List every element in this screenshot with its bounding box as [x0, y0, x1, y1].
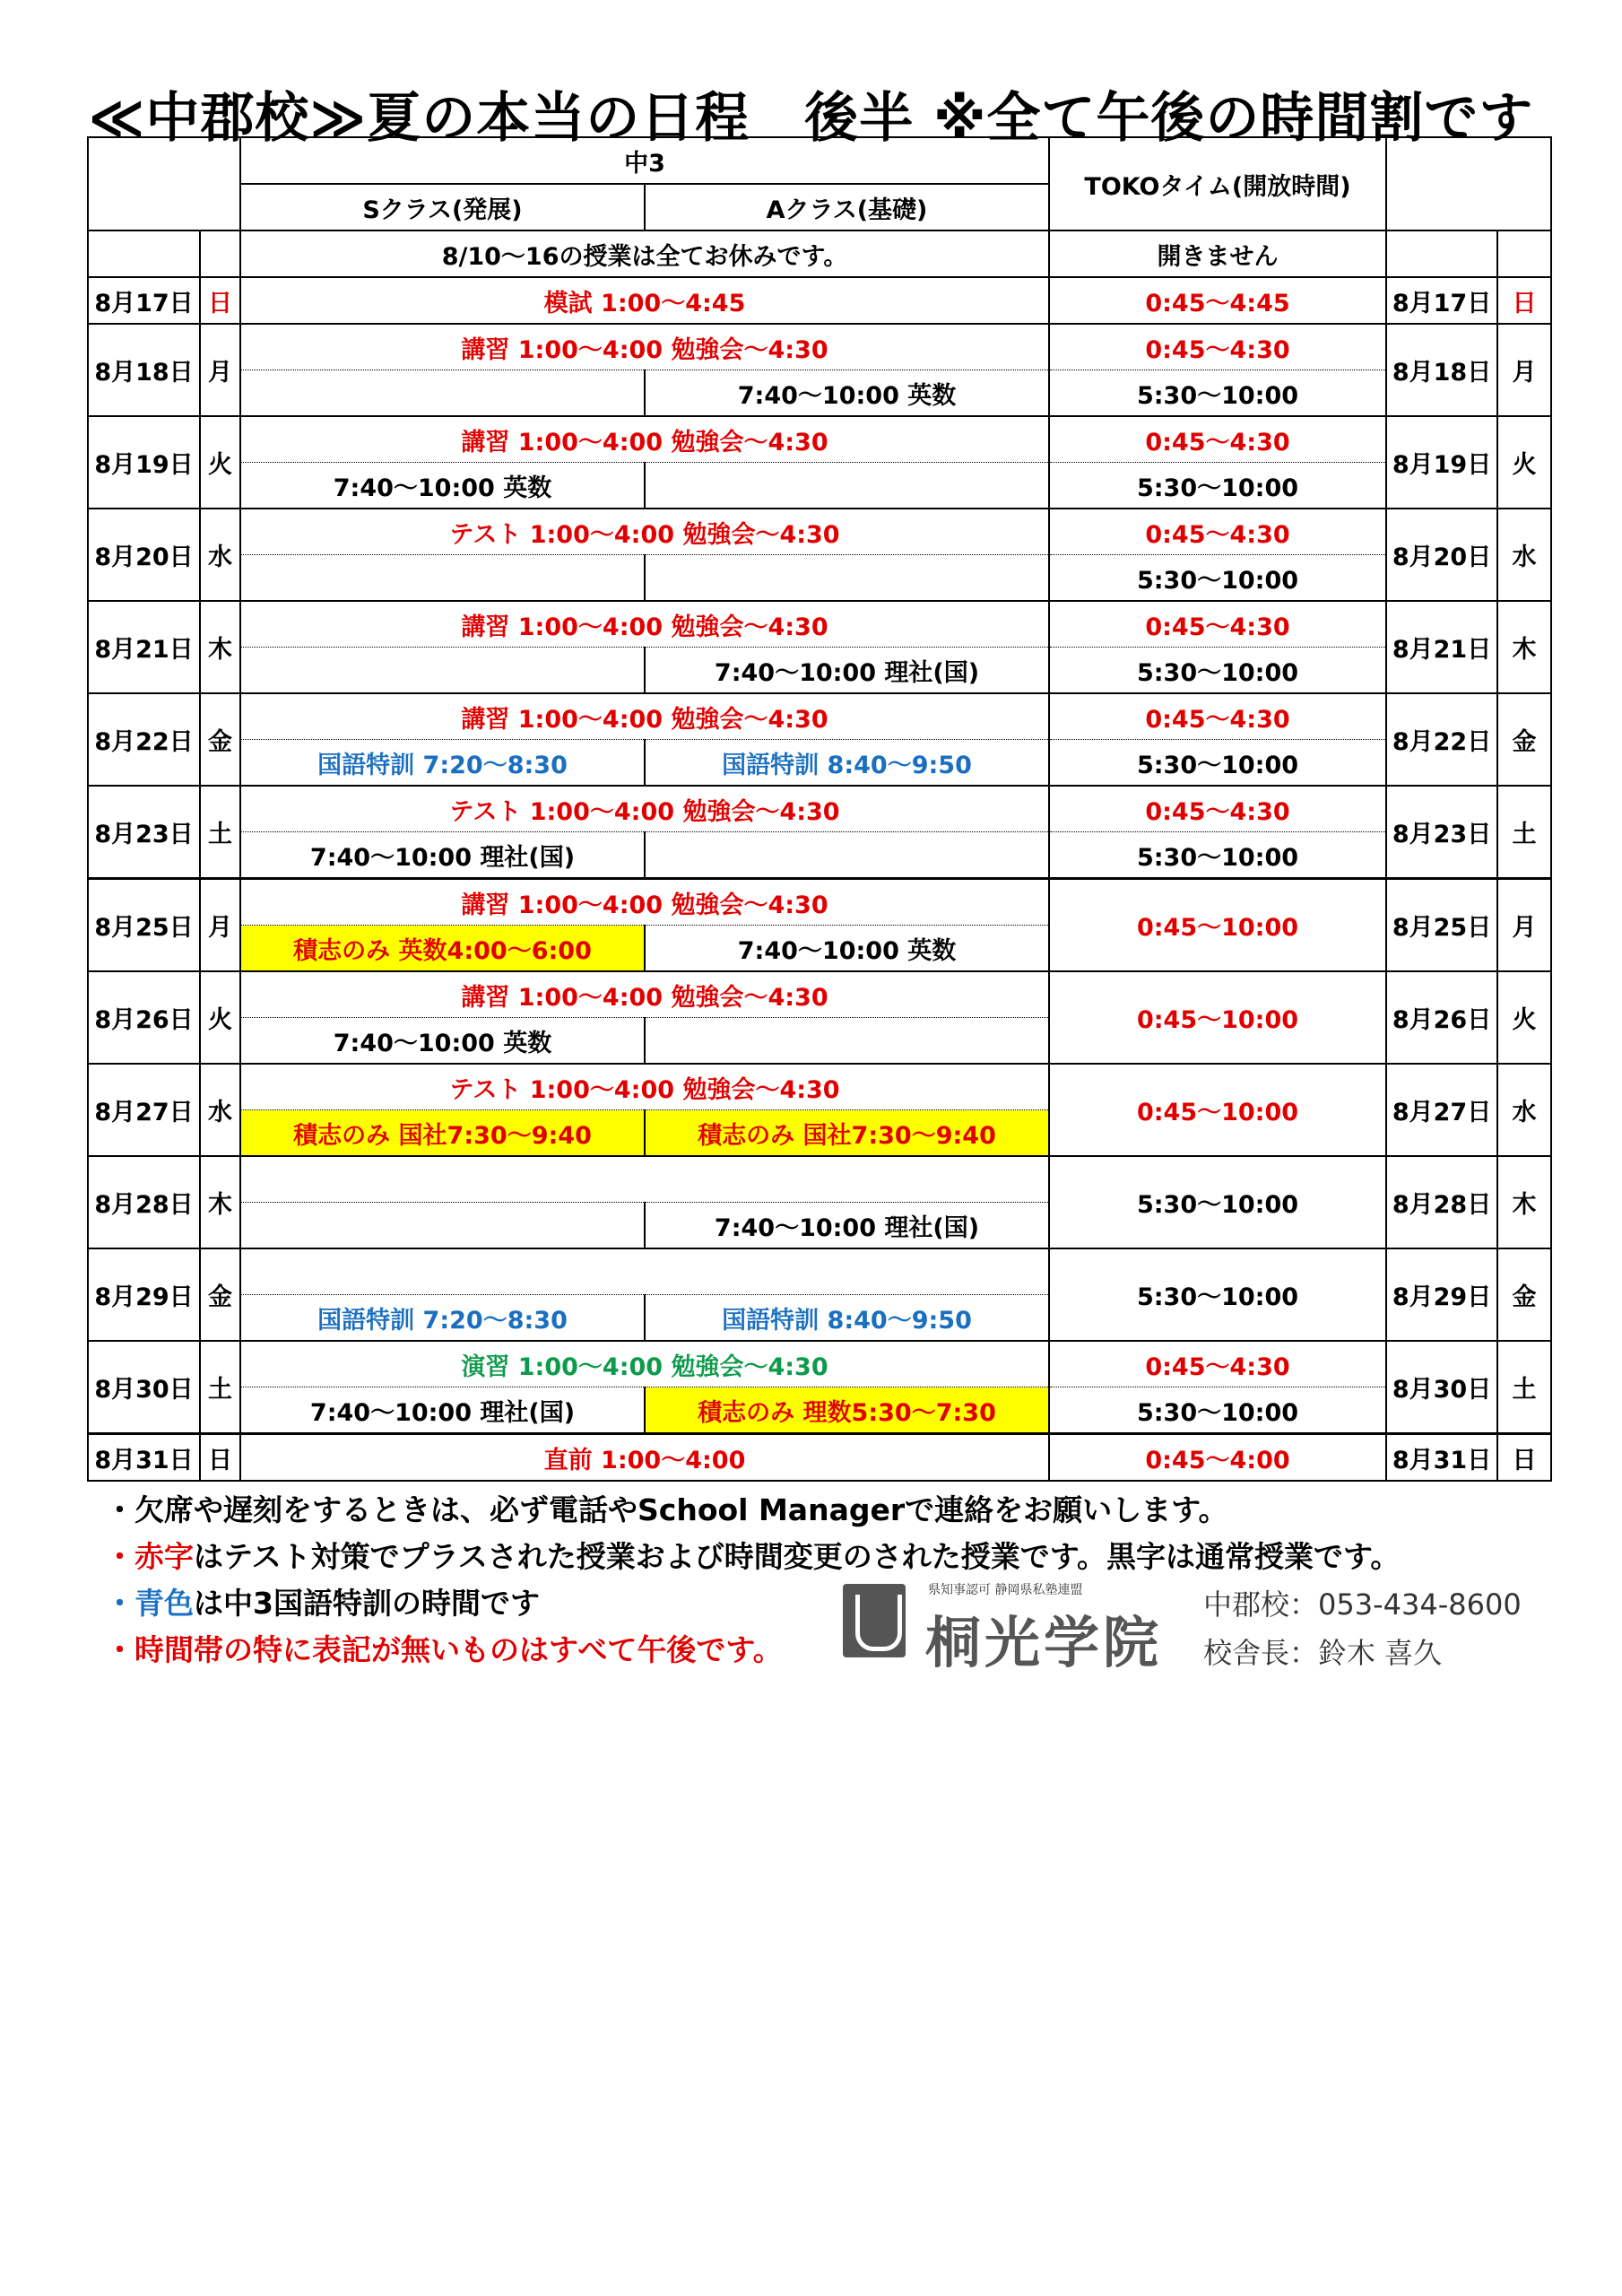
toko-evening: 5:30～10:00 — [1049, 555, 1386, 602]
s-class-evening: 国語特訓 7:20～8:30 — [240, 1295, 645, 1342]
s-class-evening: 7:40～10:00 英数 — [240, 1018, 645, 1065]
s-class-evening: 7:40～10:00 理社(国) — [240, 832, 645, 879]
class-time: 直前 1:00～4:00 — [240, 1434, 1049, 1482]
closed-dow-blank — [200, 230, 240, 277]
date-right: 8月18日 — [1386, 324, 1497, 416]
note-text: はテスト対策でプラスされた授業および時間変更のされた授業です。黒字は通常授業です。 — [194, 1539, 1401, 1574]
weekday-right: 木 — [1497, 1156, 1551, 1248]
date-right: 8月31日 — [1386, 1434, 1497, 1482]
schedule-row-evening — [88, 463, 1551, 509]
s-class-evening — [240, 1203, 645, 1249]
header-toko: TOKOタイム(開放時間) — [1049, 137, 1386, 230]
weekday: 木 — [200, 1156, 240, 1248]
s-class-evening — [240, 648, 645, 694]
afternoon-class — [240, 1156, 1049, 1203]
date: 8月18日 — [88, 324, 200, 416]
date-right: 8月28日 — [1386, 1156, 1497, 1248]
schedule-row — [88, 786, 1551, 832]
weekday: 水 — [200, 509, 240, 601]
date: 8月29日 — [88, 1248, 200, 1341]
schedule-row — [88, 693, 1551, 740]
schedule-row — [88, 1064, 1551, 1110]
date: 8月22日 — [88, 693, 200, 786]
schedule-row-evening — [88, 648, 1551, 694]
a-class-evening: 積志のみ 理数5:30～7:30 — [645, 1387, 1049, 1434]
header-grade: 中3 — [240, 137, 1049, 184]
schedule-row — [88, 971, 1551, 1018]
weekday: 日 — [200, 1434, 240, 1482]
afternoon-class: テスト 1:00～4:00 勉強会～4:30 — [240, 509, 1049, 555]
logo — [843, 1578, 1163, 1675]
logo-name: 桐光学院 — [925, 1610, 1163, 1675]
weekday-right: 水 — [1497, 1064, 1551, 1156]
date: 8月20日 — [88, 509, 200, 601]
closed-date-blank — [88, 230, 200, 277]
s-class-evening: 積志のみ 国社7:30～9:40 — [240, 1110, 645, 1157]
date-right: 8月21日 — [1386, 601, 1497, 693]
toko-evening: 5:30～10:00 — [1049, 463, 1386, 509]
schedule-row — [88, 416, 1551, 463]
weekday: 金 — [200, 1248, 240, 1341]
date: 8月30日 — [88, 1341, 200, 1434]
toko-time: 5:30～10:00 — [1049, 1248, 1386, 1341]
weekday-right: 月 — [1497, 879, 1551, 972]
afternoon-class: 演習 1:00～4:00 勉強会～4:30 — [240, 1341, 1049, 1387]
school-phone: 中郡校：053-434-8600 — [1203, 1587, 1522, 1622]
weekday-right: 火 — [1497, 416, 1551, 509]
header-right-blank — [1386, 137, 1551, 230]
toko-time: 0:45～10:00 — [1049, 1064, 1386, 1156]
note-text: ・時間帯の特に表記が無いものはすべて午後です。 — [105, 1632, 783, 1667]
a-class-evening — [645, 463, 1049, 509]
note-line — [105, 1487, 1400, 1534]
weekday: 月 — [200, 324, 240, 416]
date: 8月26日 — [88, 971, 200, 1064]
weekday-right: 月 — [1497, 324, 1551, 416]
closed-notice: 8/10～16の授業は全てお休みです。 — [240, 230, 1049, 277]
weekday: 火 — [200, 971, 240, 1064]
weekday: 月 — [200, 879, 240, 972]
afternoon-class: 講習 1:00～4:00 勉強会～4:30 — [240, 416, 1049, 463]
afternoon-class: テスト 1:00～4:00 勉強会～4:30 — [240, 1064, 1049, 1110]
s-class-evening: 積志のみ 英数4:00～6:00 — [240, 926, 645, 972]
toko-afternoon: 0:45～4:30 — [1049, 509, 1386, 555]
note-highlight: ・青色 — [105, 1586, 194, 1621]
weekday-right: 木 — [1497, 601, 1551, 693]
schedule-row — [88, 509, 1551, 555]
schedule-row — [88, 324, 1551, 370]
toko-time: 0:45～4:00 — [1049, 1434, 1386, 1482]
date-right: 8月25日 — [1386, 879, 1497, 972]
date-right: 8月26日 — [1386, 971, 1497, 1064]
date: 8月25日 — [88, 879, 200, 972]
a-class-evening: 7:40～10:00 英数 — [645, 926, 1049, 972]
note-text: は中3国語特訓の時間です — [194, 1586, 540, 1621]
schedule-row — [88, 1341, 1551, 1387]
toko-afternoon: 0:45～4:30 — [1049, 786, 1386, 832]
weekday-right: 日 — [1497, 1434, 1551, 1482]
date-right: 8月23日 — [1386, 786, 1497, 879]
toko-time: 0:45～10:00 — [1049, 879, 1386, 972]
logo-subtitle: 県知事認可 静岡県私塾連盟 — [928, 1583, 1083, 1597]
a-class-evening — [645, 832, 1049, 879]
date: 8月27日 — [88, 1064, 200, 1156]
afternoon-class: 講習 1:00～4:00 勉強会～4:30 — [240, 324, 1049, 370]
weekday-right: 日 — [1497, 277, 1551, 324]
weekday-right: 土 — [1497, 1341, 1551, 1434]
toko-afternoon: 0:45～4:30 — [1049, 1341, 1386, 1387]
toko-evening: 5:30～10:00 — [1049, 648, 1386, 694]
toko-afternoon: 0:45～4:30 — [1049, 601, 1386, 648]
toko-time: 5:30～10:00 — [1049, 1156, 1386, 1248]
a-class-evening — [645, 1018, 1049, 1065]
note-highlight: ・赤字 — [105, 1539, 194, 1574]
toko-time: 0:45～10:00 — [1049, 971, 1386, 1064]
a-class-evening: 国語特訓 8:40～9:50 — [645, 1295, 1049, 1342]
weekday-right: 土 — [1497, 786, 1551, 879]
weekday-right: 水 — [1497, 509, 1551, 601]
weekday: 土 — [200, 786, 240, 879]
toko-evening: 5:30～10:00 — [1049, 740, 1386, 787]
book-pen-icon — [843, 1584, 906, 1657]
schedule-row-evening — [88, 832, 1551, 879]
weekday-right: 金 — [1497, 1248, 1551, 1341]
s-class-evening: 7:40～10:00 理社(国) — [240, 1387, 645, 1434]
a-class-evening: 国語特訓 8:40～9:50 — [645, 740, 1049, 787]
date-right: 8月19日 — [1386, 416, 1497, 509]
closed-date-blank-right — [1386, 230, 1497, 277]
weekday-right: 火 — [1497, 971, 1551, 1064]
toko-afternoon: 0:45～4:30 — [1049, 416, 1386, 463]
afternoon-class: 講習 1:00～4:00 勉強会～4:30 — [240, 693, 1049, 740]
a-class-evening: 7:40～10:00 理社(国) — [645, 648, 1049, 694]
afternoon-class: 講習 1:00～4:00 勉強会～4:30 — [240, 879, 1049, 926]
date-right: 8月27日 — [1386, 1064, 1497, 1156]
schedule-row — [88, 277, 1551, 324]
schedule-row — [88, 601, 1551, 648]
weekday-right: 金 — [1497, 693, 1551, 786]
schedule-row — [88, 879, 1551, 926]
weekday: 土 — [200, 1341, 240, 1434]
closed-dow-blank-right — [1497, 230, 1551, 277]
contact-info — [1203, 1580, 1522, 1677]
a-class-evening: 7:40～10:00 理社(国) — [645, 1203, 1049, 1249]
toko-time: 0:45～4:45 — [1049, 277, 1386, 324]
date: 8月17日 — [88, 277, 200, 324]
date-right: 8月30日 — [1386, 1341, 1497, 1434]
a-class-evening — [645, 555, 1049, 602]
a-class-evening: 積志のみ 国社7:30～9:40 — [645, 1110, 1049, 1157]
schedule-row-evening — [88, 740, 1551, 787]
schedule-row-evening — [88, 555, 1551, 602]
afternoon-class — [240, 1248, 1049, 1295]
date-right: 8月22日 — [1386, 693, 1497, 786]
closed-toko: 開きません — [1049, 230, 1386, 277]
s-class-evening: 7:40～10:00 英数 — [240, 463, 645, 509]
toko-evening: 5:30～10:00 — [1049, 1387, 1386, 1434]
date: 8月31日 — [88, 1434, 200, 1482]
date-right: 8月29日 — [1386, 1248, 1497, 1341]
date-right: 8月20日 — [1386, 509, 1497, 601]
weekday: 木 — [200, 601, 240, 693]
afternoon-class: テスト 1:00～4:00 勉強会～4:30 — [240, 786, 1049, 832]
s-class-evening: 国語特訓 7:20～8:30 — [240, 740, 645, 787]
date: 8月28日 — [88, 1156, 200, 1248]
toko-evening: 5:30～10:00 — [1049, 370, 1386, 417]
schedule-row — [88, 1434, 1551, 1482]
schedule-table — [87, 136, 1552, 1482]
afternoon-class: 講習 1:00～4:00 勉強会～4:30 — [240, 971, 1049, 1018]
header-s-class: Sクラス(発展) — [240, 184, 645, 230]
weekday: 水 — [200, 1064, 240, 1156]
weekday: 金 — [200, 693, 240, 786]
weekday: 日 — [200, 277, 240, 324]
s-class-evening — [240, 555, 645, 602]
schedule-row-evening — [88, 370, 1551, 417]
toko-evening: 5:30～10:00 — [1049, 832, 1386, 879]
date: 8月23日 — [88, 786, 200, 879]
date: 8月19日 — [88, 416, 200, 509]
note-text: ・欠席や遅刻をするときは、必ず電話やSchool Managerで連絡をお願いします。 — [105, 1492, 1228, 1527]
header-date-blank — [88, 137, 240, 230]
schedule-row — [88, 1248, 1551, 1295]
afternoon-class: 講習 1:00～4:00 勉強会～4:30 — [240, 601, 1049, 648]
principal-name: 校舎長：鈴木 喜久 — [1203, 1636, 1443, 1670]
header-a-class: Aクラス(基礎) — [645, 184, 1049, 230]
note-line — [105, 1534, 1400, 1580]
a-class-evening: 7:40～10:00 英数 — [645, 370, 1049, 417]
weekday: 火 — [200, 416, 240, 509]
schedule-row — [88, 1156, 1551, 1203]
toko-afternoon: 0:45～4:30 — [1049, 693, 1386, 740]
schedule-row-evening — [88, 1387, 1551, 1434]
date-right: 8月17日 — [1386, 277, 1497, 324]
s-class-evening — [240, 370, 645, 417]
page-title: ≪中郡校≫夏の本当の日程 後半 ※全て午後の時間割です — [88, 87, 1534, 150]
class-time: 模試 1:00～4:45 — [240, 277, 1049, 324]
toko-afternoon: 0:45～4:30 — [1049, 324, 1386, 370]
date: 8月21日 — [88, 601, 200, 693]
